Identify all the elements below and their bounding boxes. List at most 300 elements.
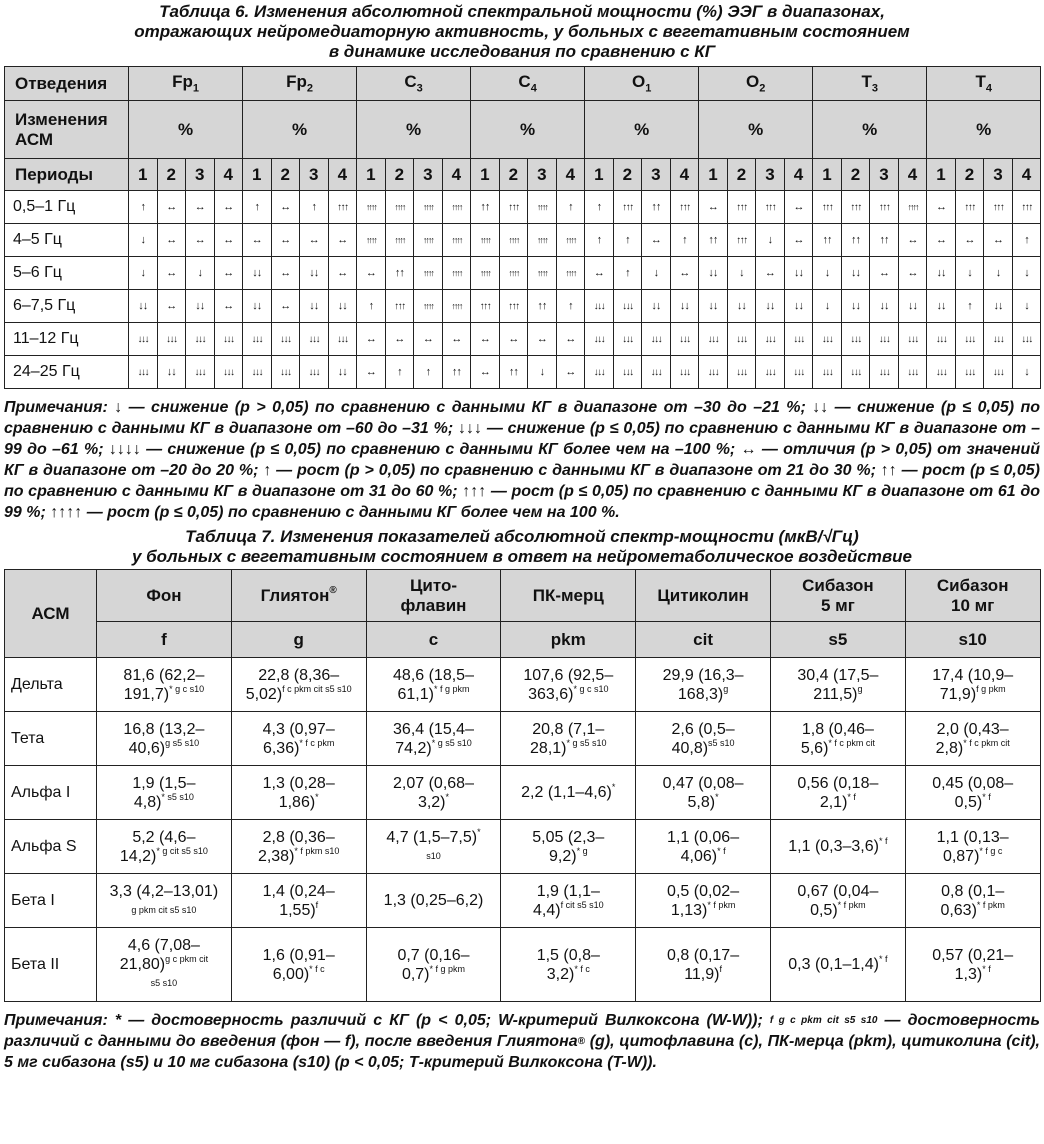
asm-row: [5, 101, 1041, 159]
significance-marks: f c pkm cit s5 s10: [282, 683, 352, 694]
table-row: [5, 290, 1041, 323]
table6-caption-line: Таблица 6. Изменения абсолютной спектральной мощности (%) ЭЭГ в диапазонах,: [159, 2, 885, 21]
value-line: [907, 774, 1039, 793]
change-cell: ↓↓↓: [841, 356, 870, 389]
lead-header: [699, 67, 813, 101]
significance-marks: * g c s10: [169, 683, 205, 694]
significance-marks: * g: [576, 845, 588, 856]
change-cell: ↓↓↓: [585, 323, 614, 356]
change-cell: ↑: [585, 191, 614, 224]
change-cell: ↓↓↓: [328, 323, 357, 356]
change-cell: ↔: [271, 290, 300, 323]
change-cell: ↑↑↑: [841, 191, 870, 224]
change-cell: ↓↓↓: [300, 323, 329, 356]
value-line: [502, 739, 634, 758]
change-cell: ↓↓: [699, 290, 728, 323]
value-line: [637, 685, 769, 704]
value-text: 30,4 (17,5–: [797, 666, 879, 684]
value-text: 20,8 (7,1–: [532, 720, 605, 738]
value-text: 1,1 (0,13–: [936, 828, 1009, 846]
lead-header: [357, 67, 471, 101]
period-number: 4: [442, 159, 471, 191]
value-line: [368, 720, 500, 739]
lead-index: 2: [759, 82, 766, 95]
value-line: [772, 793, 904, 812]
value-cell: [97, 820, 232, 874]
value-text: 0,5): [954, 793, 983, 811]
value-line: [772, 901, 904, 920]
value-line: [233, 847, 365, 866]
value-cell: [501, 766, 636, 820]
change-cell: ↓↓↓: [613, 290, 642, 323]
significance-marks: g: [723, 683, 729, 694]
change-cell: ↑↑↑↑: [898, 191, 927, 224]
lead-header: [471, 67, 585, 101]
change-cell: ↓↓↓: [271, 323, 300, 356]
period-number: 3: [186, 159, 215, 191]
significance-marks: *: [715, 791, 719, 802]
change-cell: ↓↓↓: [984, 323, 1013, 356]
value-cell: [231, 712, 366, 766]
value-cell: [770, 874, 905, 928]
value-line: [907, 720, 1039, 739]
column-header: [770, 570, 905, 622]
change-cell: ↑↑↑↑: [471, 257, 500, 290]
value-text: 61,1): [397, 685, 434, 703]
period-number: 2: [157, 159, 186, 191]
change-cell: ↑↑↑: [984, 191, 1013, 224]
value-text: 0,7): [401, 965, 430, 983]
change-cell: ↔: [186, 191, 215, 224]
significance-marks-below: g pkm cit s5 s10: [131, 904, 197, 915]
value-line: [502, 685, 634, 704]
period-number: 4: [556, 159, 585, 191]
value-text: 5,2 (4,6–: [132, 828, 196, 846]
table-row: [5, 712, 1041, 766]
change-cell: ↑↑: [385, 257, 414, 290]
period-number: 2: [955, 159, 984, 191]
value-cell: [770, 820, 905, 874]
significance-marks: f: [719, 963, 722, 974]
change-cell: ↔: [357, 356, 386, 389]
change-cell: ↔: [471, 323, 500, 356]
value-text: 22,8 (8,36–: [258, 666, 340, 684]
change-cell: ↓↓↓: [927, 356, 956, 389]
change-cell: ↓↓↓: [585, 290, 614, 323]
period-number: 2: [271, 159, 300, 191]
change-cell: ↑: [385, 356, 414, 389]
value-text: 2,2 (1,1–4,6): [521, 784, 612, 801]
table7-notes-superscript: f g c pkm cit s5 s10: [769, 1015, 878, 1026]
percent-cell: %: [927, 101, 1041, 159]
change-cell: ↓↓↓: [898, 323, 927, 356]
value-cell: [501, 712, 636, 766]
value-line: [98, 882, 230, 901]
change-cell: ↓: [186, 257, 215, 290]
lead-index: 1: [645, 82, 652, 95]
change-cell: ↑↑↑: [870, 191, 899, 224]
change-cell: ↔: [186, 224, 215, 257]
change-cell: ↓↓: [927, 290, 956, 323]
significance-marks: * g s5 s10: [566, 737, 607, 748]
change-cell: ↓: [727, 257, 756, 290]
change-cell: ↓↓: [670, 290, 699, 323]
value-line: [233, 828, 365, 847]
change-cell: ↔: [642, 224, 671, 257]
change-cell: ↔: [699, 191, 728, 224]
significance-marks: * f: [982, 963, 991, 974]
value-line: [502, 847, 634, 866]
change-cell: ↔: [528, 323, 557, 356]
table-row: [5, 874, 1041, 928]
lead-name: Fp: [172, 72, 193, 92]
change-cell: ↓↓↓: [955, 323, 984, 356]
change-cell: ↓↓: [898, 290, 927, 323]
asm-header: АСМ: [5, 570, 97, 658]
change-cell: ↓↓↓: [870, 356, 899, 389]
table7: [4, 569, 1041, 1002]
change-cell: ↓↓↓: [841, 323, 870, 356]
change-cell: ↔: [385, 323, 414, 356]
value-line: [637, 965, 769, 984]
change-cell: ↓↓: [841, 290, 870, 323]
value-text: 4,3 (0,97–: [262, 720, 335, 738]
column-name: Цито- флавин: [400, 575, 467, 615]
lead-name: T: [975, 72, 986, 92]
value-cell: [636, 658, 771, 712]
value-text: 3,2): [417, 793, 446, 811]
change-cell: ↔: [328, 224, 357, 257]
change-cell: ↔: [870, 257, 899, 290]
change-cell: ↓↓↓: [756, 323, 785, 356]
leads-row: [5, 67, 1041, 101]
lead-header: [129, 67, 243, 101]
lead-name: O: [746, 72, 760, 92]
change-cell: ↔: [471, 356, 500, 389]
value-line: [98, 720, 230, 739]
table7-notes-part: (g), цитофлавина (c), ПК-мерца (pkm), цитиколина (cit), 5 мг сибазона (s5) и 10 мг сибазона (s10) (р < 0,05; Т-критерий Вилкоксона (T-W)).: [4, 1033, 1041, 1071]
change-cell: ↓↓↓: [813, 356, 842, 389]
change-cell: ↓↓↓: [870, 323, 899, 356]
value-line: [907, 882, 1039, 901]
value-line: [368, 666, 500, 685]
column-code: cit: [636, 622, 771, 658]
value-line: [907, 793, 1039, 812]
value-text: 191,7): [123, 685, 170, 703]
lead-index: 1: [192, 82, 199, 95]
value-text: 0,8 (0,1–: [941, 882, 1005, 900]
value-line: [637, 828, 769, 847]
change-cell: ↑↑↑: [613, 191, 642, 224]
change-cell: ↓↓↓: [699, 323, 728, 356]
value-text: 0,3 (0,1–1,4): [788, 956, 879, 973]
value-text: 0,8 (0,17–: [667, 946, 740, 964]
value-line: [772, 739, 904, 758]
column-header: [97, 570, 232, 622]
value-text: 1,55): [279, 901, 316, 919]
change-cell: ↔: [414, 323, 443, 356]
value-line: [368, 946, 500, 965]
column-code: s5: [770, 622, 905, 658]
value-text: 2,1): [819, 793, 848, 811]
percent-cell: %: [357, 101, 471, 159]
value-line: [368, 685, 500, 704]
value-line: [907, 946, 1039, 965]
significance-marks: f g pkm: [976, 683, 1006, 694]
change-cell: ↓: [1012, 356, 1041, 389]
change-cell: ↑↑↑↑: [414, 290, 443, 323]
table7-notes: [4, 1010, 1040, 1073]
value-line: [907, 828, 1039, 847]
change-cell: ↑↑↑↑: [414, 191, 443, 224]
lead-name: O: [631, 72, 646, 92]
column-name: Глиятон: [260, 585, 330, 605]
value-text: 2,8): [935, 739, 964, 757]
value-text: 1,3 (0,28–: [262, 774, 335, 792]
change-cell: ↑↑: [699, 224, 728, 257]
value-cell: [366, 658, 501, 712]
percent-cell: %: [129, 101, 243, 159]
registered-mark: ®: [577, 1036, 586, 1047]
change-cell: ↓↓↓: [670, 323, 699, 356]
change-cell: ↑↑: [813, 224, 842, 257]
value-cell: [501, 874, 636, 928]
value-line: [98, 666, 230, 685]
change-cell: ↓: [813, 290, 842, 323]
value-cell: [231, 874, 366, 928]
value-cell: [905, 820, 1040, 874]
lead-name: T: [861, 72, 872, 92]
change-cell: ↑↑↑: [955, 191, 984, 224]
value-cell: [636, 928, 771, 1002]
change-cell: ↑: [585, 224, 614, 257]
value-cell: [636, 874, 771, 928]
change-cell: ↔: [898, 257, 927, 290]
significance-marks: * f pkm s10: [294, 845, 340, 856]
header-row: [5, 570, 1041, 622]
column-name: Сибазон 5 мг: [802, 575, 874, 615]
period-number: 3: [414, 159, 443, 191]
change-cell: ↓↓↓: [585, 356, 614, 389]
significance-marks: * f: [847, 791, 856, 802]
lead-index: 4: [985, 82, 992, 95]
value-line: [772, 955, 904, 974]
change-cell: ↓↓↓: [613, 356, 642, 389]
value-line: [368, 793, 500, 812]
change-cell: ↑↑↑↑: [414, 224, 443, 257]
change-cell: ↔: [784, 191, 813, 224]
value-text: 5,05 (2,3–: [532, 828, 605, 846]
value-text: 0,67 (0,04–: [797, 882, 879, 900]
change-cell: ↓↓↓: [1012, 323, 1041, 356]
table-row: [5, 658, 1041, 712]
table6-caption-line: отражающих нейромедиаторную активность, у больных с вегетативным состоянием: [134, 22, 910, 41]
period-number: 4: [784, 159, 813, 191]
change-cell: ↓↓: [756, 290, 785, 323]
value-cell: [770, 928, 905, 1002]
value-line: [502, 901, 634, 920]
column-header: [366, 570, 501, 622]
change-cell: ↑: [357, 290, 386, 323]
value-cell: [97, 928, 232, 1002]
change-cell: ↓: [1012, 257, 1041, 290]
column-name: Фон: [146, 585, 182, 605]
value-text: 1,3 (0,25–6,2): [383, 892, 484, 909]
table6: [4, 66, 1041, 389]
change-cell: ↔: [556, 323, 585, 356]
period-number: 2: [613, 159, 642, 191]
value-text: 3,3 (4,2–13,01): [109, 882, 219, 900]
significance-marks: *: [445, 791, 450, 802]
change-cell: ↑↑↑↑: [385, 191, 414, 224]
value-text: 1,5 (0,8–: [536, 946, 600, 964]
value-text: 81,6 (62,2–: [123, 666, 205, 684]
value-text: 0,5): [810, 901, 838, 919]
change-cell: ↓↓: [841, 257, 870, 290]
change-cell: ↑↑↑↑: [556, 257, 585, 290]
value-text: 1,13): [670, 901, 708, 919]
change-cell: ↓↓: [870, 290, 899, 323]
value-line: [772, 685, 904, 704]
value-text: 74,2): [395, 739, 432, 757]
value-line: [772, 666, 904, 685]
value-text: 107,6 (92,5–: [523, 666, 614, 684]
value-cell: [97, 658, 232, 712]
value-text: 1,9 (1,1–: [536, 882, 600, 900]
value-text: 1,8 (0,46–: [801, 720, 874, 738]
period-number: 4: [1012, 159, 1041, 191]
lead-header: [813, 67, 927, 101]
change-cell: ↑: [129, 191, 158, 224]
significance-marks: * f: [717, 845, 726, 856]
change-cell: ↔: [328, 257, 357, 290]
column-code: f: [97, 622, 232, 658]
value-text: 71,9): [939, 685, 977, 703]
table7-notes-part: Примечания: * — достоверность различий с КГ (р < 0,05; W-критерий Вилкоксона (W-W));: [4, 1012, 763, 1029]
change-cell: ↔: [157, 257, 186, 290]
change-cell: ↓↓↓: [699, 356, 728, 389]
value-line: [98, 739, 230, 758]
period-number: 2: [727, 159, 756, 191]
change-cell: ↑↑↑↑: [499, 257, 528, 290]
value-cell: [97, 874, 232, 928]
value-text: 1,86): [278, 793, 316, 811]
value-text: 0,7 (0,16–: [397, 946, 470, 964]
column-code: g: [231, 622, 366, 658]
percent-cell: %: [699, 101, 813, 159]
value-line: [637, 720, 769, 739]
rhythm-label: Альфа S: [5, 820, 97, 874]
frequency-band-label: 11–12 Гц: [5, 323, 129, 356]
asm-header: Изменения АСМ: [5, 101, 129, 159]
value-text: 1,9 (1,5–: [132, 774, 196, 792]
change-cell: ↔: [271, 191, 300, 224]
value-text: 5,02): [245, 685, 283, 703]
change-cell: ↓↓: [727, 290, 756, 323]
value-line: [637, 901, 769, 920]
period-number: 1: [471, 159, 500, 191]
value-line: [502, 783, 634, 802]
column-header: [636, 570, 771, 622]
significance-marks: * f c pkm cit: [963, 737, 1010, 748]
change-cell: ↓↓↓: [727, 356, 756, 389]
change-cell: ↔: [756, 257, 785, 290]
change-cell: ↑↑↑↑: [556, 224, 585, 257]
change-cell: ↑↑↑: [813, 191, 842, 224]
value-line: [907, 666, 1039, 685]
lead-index: 4: [530, 82, 537, 95]
value-text: 363,6): [528, 685, 574, 703]
value-text: 0,47 (0,08–: [662, 774, 744, 792]
significance-marks: * f: [982, 791, 991, 802]
value-text: 2,07 (0,68–: [393, 774, 474, 792]
value-line: [772, 882, 904, 901]
value-cell: [905, 658, 1040, 712]
change-cell: ↓↓: [300, 257, 329, 290]
change-cell: ↑: [613, 224, 642, 257]
value-line: [907, 901, 1039, 920]
value-text: 40,6): [128, 739, 166, 757]
change-cell: ↑: [414, 356, 443, 389]
value-line: [368, 774, 500, 793]
value-text: 0,87): [942, 847, 980, 865]
change-cell: ↑↑↑↑: [471, 224, 500, 257]
column-code: pkm: [501, 622, 636, 658]
table-row: [5, 257, 1041, 290]
change-cell: ↑↑↑↑: [442, 191, 471, 224]
periods-row: [5, 159, 1041, 191]
value-cell: [905, 928, 1040, 1002]
value-text: 2,8 (0,36–: [262, 828, 335, 846]
value-text: 0,45 (0,08–: [932, 774, 1014, 792]
value-text: 4,6 (7,08–: [127, 937, 200, 954]
table7-notes-part: — достоверность различий с данными до введения (фон — f), после введения Глиятона: [4, 1012, 1040, 1050]
change-cell: ↑↑↑↑: [357, 191, 386, 224]
value-text: 2,0 (0,43–: [936, 720, 1009, 738]
value-line: [233, 739, 365, 758]
change-cell: ↓: [955, 257, 984, 290]
frequency-band-label: 4–5 Гц: [5, 224, 129, 257]
value-line: [907, 685, 1039, 704]
change-cell: ↑↑↑: [328, 191, 357, 224]
value-text: 0,56 (0,18–: [797, 774, 879, 792]
change-cell: ↑: [670, 224, 699, 257]
value-line: [772, 720, 904, 739]
value-cell: [905, 874, 1040, 928]
change-cell: ↑: [300, 191, 329, 224]
period-number: 2: [841, 159, 870, 191]
value-text: 211,5): [813, 685, 858, 703]
change-cell: ↔: [157, 191, 186, 224]
value-cell: [770, 766, 905, 820]
column-name: Цитиколин: [657, 585, 749, 605]
value-text: 4,06): [680, 847, 718, 865]
change-cell: ↔: [157, 290, 186, 323]
value-line: [98, 828, 230, 847]
change-cell: ↑↑↑↑: [385, 224, 414, 257]
change-cell: ↓: [1012, 290, 1041, 323]
significance-marks: * f c: [574, 963, 590, 974]
value-line: [233, 685, 365, 704]
leads-header: Отведения: [5, 67, 129, 101]
change-cell: ↓↓↓: [243, 323, 272, 356]
significance-marks: * f g pkm: [429, 963, 466, 974]
change-cell: ↑↑↑: [499, 191, 528, 224]
table-row: [5, 191, 1041, 224]
value-line: [368, 828, 500, 847]
percent-cell: %: [471, 101, 585, 159]
value-line: [772, 774, 904, 793]
